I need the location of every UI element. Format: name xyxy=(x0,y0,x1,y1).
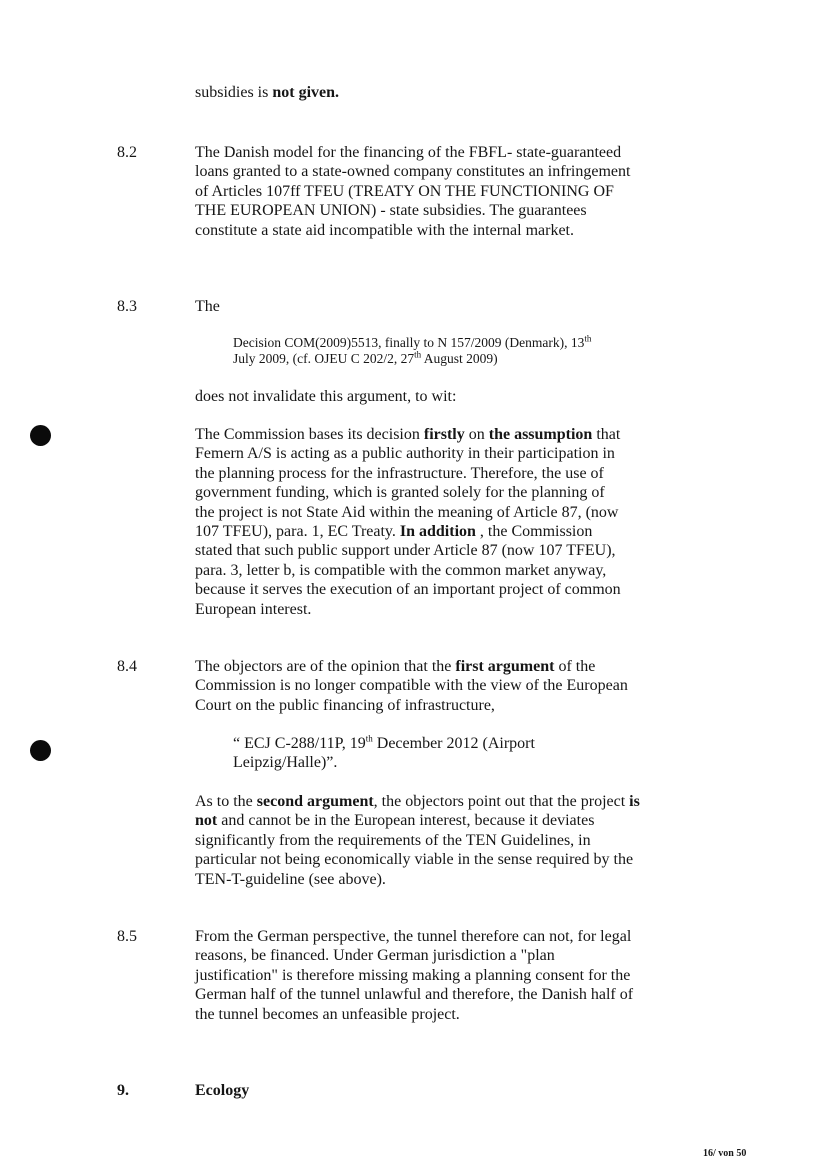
section-8-3-lead: The xyxy=(195,298,220,315)
section-number-8-4: 8.4 xyxy=(117,658,137,675)
punch-hole-mark xyxy=(30,740,51,761)
decision-quote: Decision COM(2009)5513, finally to N 157/2009 (Denmark), 13th July 2009, (cf. OJEU C 202/2, 27th August 2009) xyxy=(233,333,592,366)
intro-text: subsidies is not given. xyxy=(195,84,340,101)
section-8-4-second-argument: As to the second argument, the objectors point out that the project is not and cannot be in the European interest, because it deviates significantly from the requirements of the TEN Guidelines, in particular not being economically viable in the sense required by the TEN-T-guideline (see above). xyxy=(195,793,640,888)
section-8-3-after: does not invalidate this argument, to wit: xyxy=(195,388,457,405)
section-number-8-3: 8.3 xyxy=(117,298,137,315)
section-8-4-text: The objectors are of the opinion that the first argument of the Commission is no longer compatible with the view of the European Court on the public financing of infrastructure, xyxy=(195,658,628,714)
section-number-8-5: 8.5 xyxy=(117,928,137,945)
page-number: 16/ von 50 xyxy=(703,1148,747,1159)
section-number-9: 9. xyxy=(117,1082,129,1099)
section-8-3-paragraph: The Commission bases its decision firstly on the assumption that Femern A/S is acting as a public authority in their participation in the planning process for the infrastructure. Therefore, the use of government funding, which is granted solely for the planning of the project is not State Aid within the meaning of Article 87, (now 107 TFEU), para. 1, EC Treaty. In addition , the Commission stated that such public support under Article 87 (now 107 TFEU), para. 3, letter b, is compatible with the common market anyway, because it serves the execution of an important project of common European interest. xyxy=(195,426,621,618)
ecj-quote: “ ECJ C-288/11P, 19th December 2012 (Airport Leipzig/Halle)”. xyxy=(233,733,535,772)
section-8-5-text: From the German perspective, the tunnel therefore can not, for legal reasons, be financed. Under German jurisdiction a "plan justification" is therefore missing making a planning consent for the German half of the tunnel unlawful and therefore, the Danish half of the tunnel becomes an unfeasible project. xyxy=(195,928,634,1023)
punch-hole-mark xyxy=(30,425,51,446)
section-number-8-2: 8.2 xyxy=(117,144,137,161)
section-9-heading: Ecology xyxy=(195,1082,250,1099)
section-8-2-text: The Danish model for the financing of the FBFL- state-guaranteed loans granted to a state-owned company constitutes an infringement of Articles 107ff TFEU (TREATY ON THE FUNCTIONING OF THE EUROPEAN UNION) - state subsidies. The guarantees constitute a state aid incompatible with the internal market. xyxy=(195,144,631,239)
